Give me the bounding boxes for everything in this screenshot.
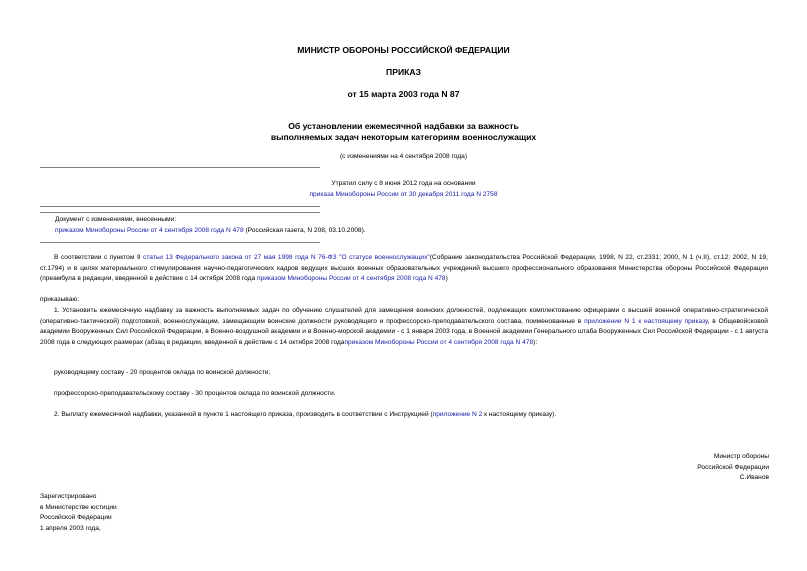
divider-3: [40, 212, 320, 213]
preamble-text-2: (Собрание законодательства Российской Федерации, 1998, N 22, ст.2331; 2000, N 1 (ч.II), ст.12; 2002, N 19, ст.1794) и в целях материального стимулирования научно-педагогических кадров ведущих высших военных образовательных учреждений высшего профессионального образования Министерства обороны Российской Федерации (преамбула в редакции, введенной в действие с 14 октября 2008 года: [40, 254, 768, 283]
date-number-heading: от 15 марта 2003 года N 87: [347, 89, 460, 99]
registration-line-3: Российской Федерации: [40, 514, 112, 522]
preamble-text-3: ): [445, 275, 448, 283]
changes-note: (с изменениями на 4 сентября 2008 года): [339, 153, 468, 160]
amendments-link[interactable]: приказом Минобороны России от 4 сентября 2008 года N 478: [55, 227, 244, 234]
registration-block: [40, 492, 117, 534]
amendments-source: (Российская газета, N 208, 03.10.2008).: [243, 227, 366, 234]
preamble-text-1: В соответствии с пунктом 9: [54, 254, 144, 261]
registration-line-1: Зарегистрировано: [40, 493, 97, 500]
doc-type-heading: ПРИКАЗ: [386, 67, 421, 77]
registration-line-4: 1 апреля 2003 года,: [40, 524, 101, 532]
item-2-paragraph: [54, 410, 556, 421]
item-1-text-1: 1. Установить ежемесячную надбавку за важность выполняемых задач по обучению слушателей для замещения воинских должностей, подлежащих комплектованию офицерами с высшей военной оперативно-стратегической (оперативно-тактической) подготовкой, военнослужащим, замещающим воинские должности руководящего и профессорско-преподавательского состава, поименованные в: [40, 307, 768, 325]
preamble-paragraph: [40, 253, 768, 285]
item-1-text-2: , в Общевойсковой академии Вооруженных Сил Российской Федерации, в Военно-воздушной академии и в Военно-морской академии - с 1 января 2003 года, в Военной академии Генерального штаба Вооруженных Сил Российской Федерации - с 1 августа 2008 года в следующих размерах (абзац в редакции, введенной в действие с 14 октября 2008 года: [40, 317, 768, 346]
signature-country: Российской Федерации: [697, 463, 769, 471]
divider-4: [40, 242, 320, 243]
divider-1: [40, 167, 320, 168]
divider-2: [40, 206, 320, 207]
item-1-amendment-link[interactable]: приказом Минобороны России от 4 сентября 2008 года N 478: [344, 338, 534, 346]
signature-title: Министр обороны: [713, 453, 769, 460]
expired-line: Утратил силу с 8 июня 2012 года на основании: [331, 180, 476, 187]
item-1-text-3: ):: [533, 338, 538, 346]
item-2-text-2: к настоящему приказу).: [482, 411, 557, 418]
registration-line-2: в Министерстве юстиции: [40, 503, 117, 511]
appendix-1-link[interactable]: приложении N 1 к настоящему приказу: [584, 317, 708, 325]
rate-item: руководящему составу - 20 процентов оклада по воинской должности;: [54, 369, 271, 376]
expired-link[interactable]: приказа Минобороны России от 30 декабря 2011 года N 2758: [309, 191, 498, 198]
signature-block: [697, 452, 769, 484]
item-2-text-1: 2. Выплату ежемесячной надбавки, указанной в пункте 1 настоящего приказа, производить в соответствии с Инструкцией (: [54, 411, 433, 418]
preamble-amendment-link[interactable]: приказом Минобороны России от 4 сентября 2008 года N 478: [256, 275, 446, 283]
rate-item: профессорско-преподавательскому составу - 30 процентов оклада по воинской должности.: [54, 390, 336, 397]
order-word: приказываю:: [40, 296, 80, 303]
ministry-heading: МИНИСТР ОБОРОНЫ РОССИЙСКОЙ ФЕДЕРАЦИИ: [297, 45, 510, 55]
amendments-line: [55, 227, 366, 234]
title-line-1: Об установлении ежемесячной надбавки за важность: [288, 121, 519, 131]
amendments-label: Документ с изменениями, внесенными:: [55, 216, 177, 223]
item-1-paragraph: [40, 306, 768, 348]
appendix-2-link[interactable]: приложение N 2: [432, 411, 483, 418]
signature-name: С.Иванов: [739, 474, 769, 482]
expired-link-line: [0, 191, 807, 198]
law-link[interactable]: статьи 13 Федерального закона от 27 мая 1998 года N 76-ФЗ "О статусе военнослужащих": [143, 254, 430, 261]
title-line-2: выполняемых задач некоторым категориям военнослужащих: [270, 132, 537, 142]
